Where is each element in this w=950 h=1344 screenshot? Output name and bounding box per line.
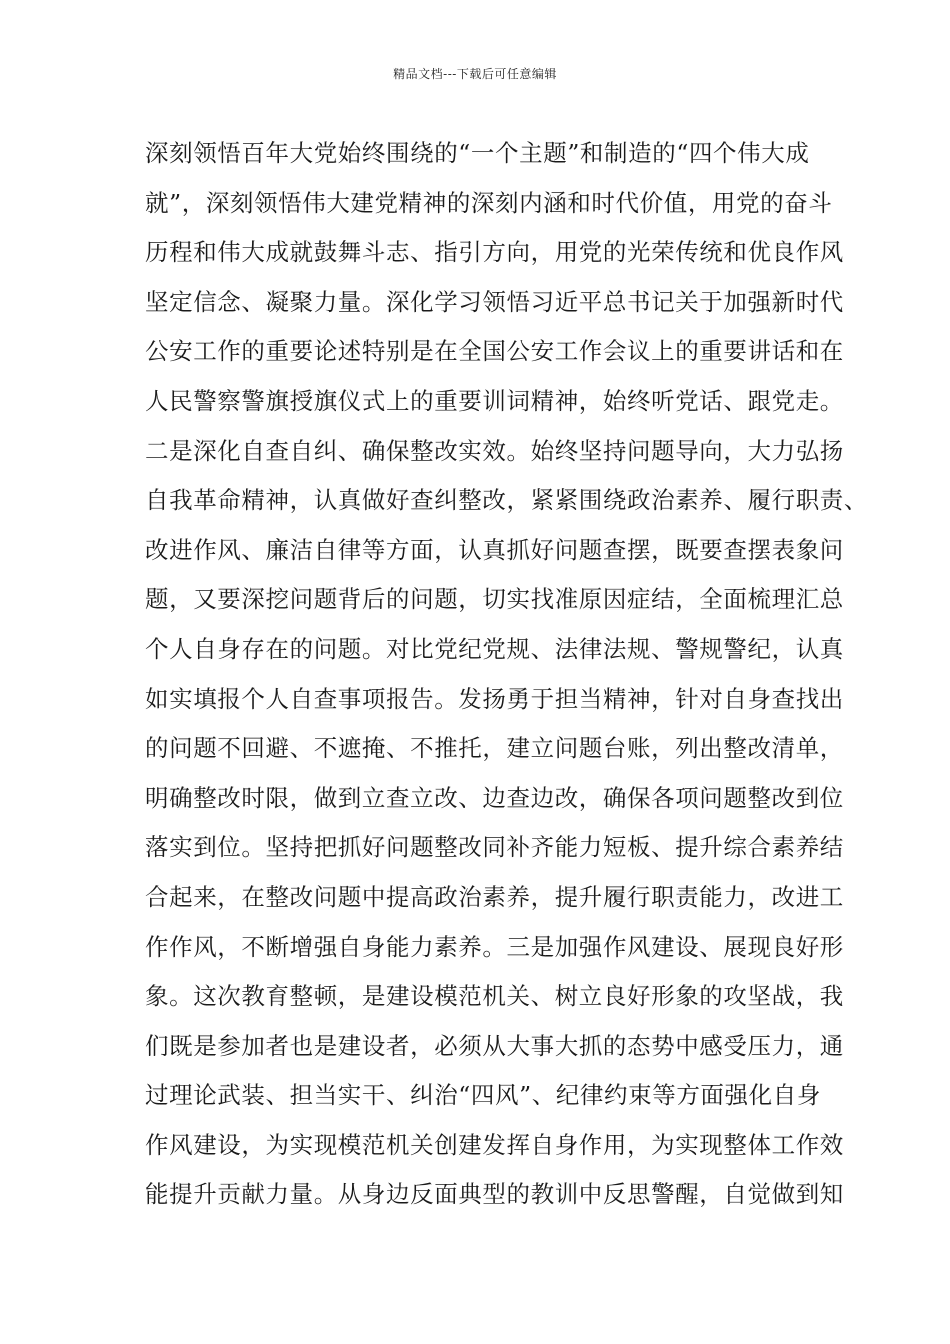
text-line: 深刻领悟百年大党始终围绕的“一个主题”和制造的“四个伟大成 <box>145 139 810 167</box>
text-line: 人民警察警旗授旗仪式上的重要训词精神，始终听党话、跟党走。 <box>145 386 844 415</box>
text-line: 如实填报个人自查事项报告。发扬勇于担当精神，针对自身查找出 <box>145 684 844 713</box>
text-line: 落实到位。坚持把抓好问题整改同补齐能力短板、提升综合素养结 <box>145 833 844 862</box>
text-line: 作作风，不断增强自身能力素养。三是加强作风建设、展现良好形 <box>145 932 844 961</box>
text-line: 历程和伟大成就鼓舞斗志、指引方向，用党的光荣传统和优良作风 <box>145 238 844 267</box>
text-line: 题，又要深挖问题背后的问题，切实找准原因症结，全面梳理汇总 <box>145 585 844 614</box>
text-line: 能提升贡献力量。从身边反面典型的教训中反思警醒，自觉做到知 <box>145 1180 844 1209</box>
text-line: 象。这次教育整顿，是建设模范机关、树立良好形象的攻坚战，我 <box>145 982 844 1011</box>
text-line: 作风建设，为实现模范机关创建发挥自身作用，为实现整体工作效 <box>145 1130 844 1159</box>
text-line: 过理论武装、担当实干、纠治“四风”、纪律约束等方面强化自身 <box>145 1081 821 1110</box>
text-line: 二是深化自查自纠、确保整改实效。始终坚持问题导向，大力弘扬 <box>145 436 844 465</box>
text-line: 明确整改时限，做到立查立改、边查边改，确保各项问题整改到位 <box>145 783 844 812</box>
text-line: 的问题不回避、不遮掩、不推托，建立问题台账，列出整改清单， <box>145 734 844 763</box>
text-line: 自我革命精神，认真做好查纠整改，紧紧围绕政治素养、履行职责、 <box>145 486 868 515</box>
page-header: 精品文档---下载后可任意编辑 <box>393 67 557 81</box>
text-line: 合起来，在整改问题中提高政治素养，提升履行职责能力，改进工 <box>145 882 844 911</box>
body-paragraph <box>145 129 868 1220</box>
text-line: 们既是参加者也是建设者，必须从大事大抓的态势中感受压力，通 <box>145 1031 844 1060</box>
text-line: 个人自身存在的问题。对比党纪党规、法律法规、警规警纪，认真 <box>145 634 844 663</box>
text-line: 坚定信念、凝聚力量。深化学习领悟习近平总书记关于加强新时代 <box>145 287 844 316</box>
text-line: 就”，深刻领悟伟大建党精神的深刻内涵和时代价值，用党的奋斗 <box>145 188 833 217</box>
text-line: 公安工作的重要论述特别是在全国公安工作会议上的重要讲话和在 <box>145 337 844 366</box>
text-line: 改进作风、廉洁自律等方面，认真抓好问题查摆，既要查摆表象问 <box>145 535 844 564</box>
